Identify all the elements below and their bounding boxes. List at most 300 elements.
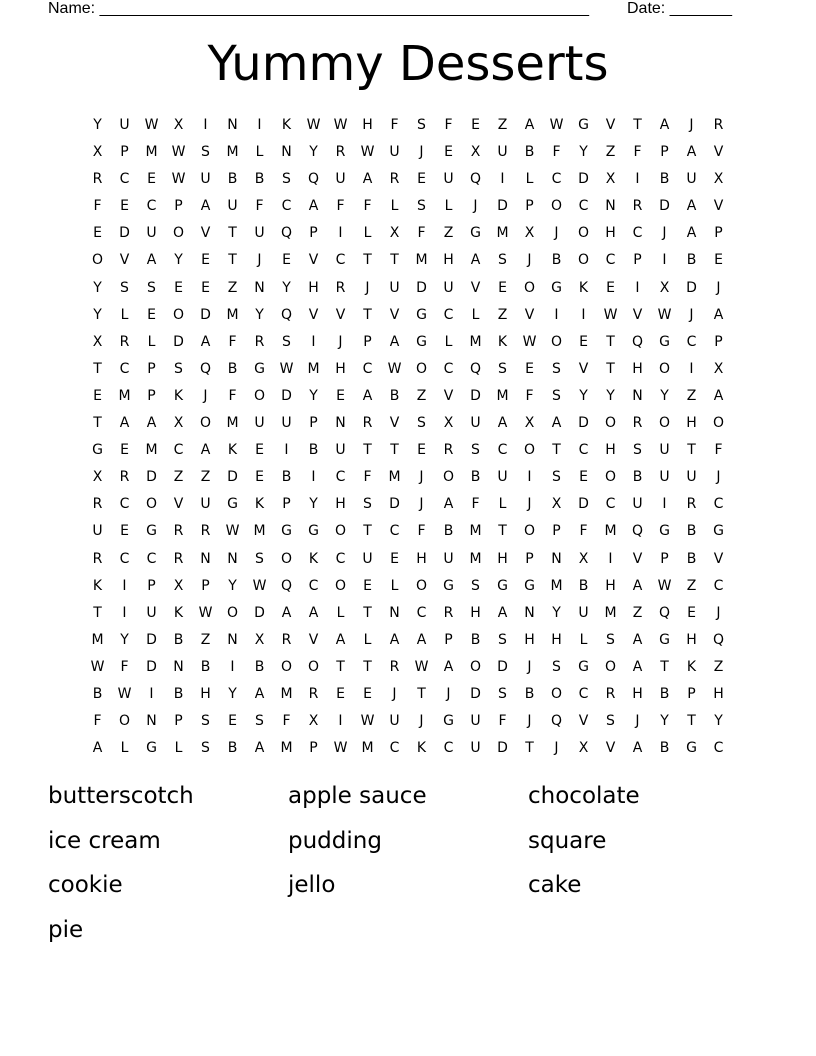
grid-letter: A: [497, 415, 508, 432]
grid-letter: A: [524, 117, 535, 133]
grid-letter: I: [608, 550, 613, 567]
grid-letter: B: [92, 685, 103, 702]
grid-letter: K: [578, 279, 589, 296]
grid-letter: J: [716, 469, 721, 486]
grid-letter: V: [578, 713, 589, 730]
grid-letter: T: [93, 604, 102, 621]
grid-letter: B: [524, 685, 535, 702]
grid-letter: K: [281, 117, 292, 133]
grid-letter: E: [147, 306, 156, 323]
grid-letter: U: [146, 225, 157, 242]
grid-letter: C: [173, 442, 184, 459]
grid-letter: O: [523, 279, 536, 296]
grid-letter: B: [443, 523, 454, 540]
grid-letter: G: [578, 117, 589, 133]
grid-letter: U: [632, 496, 643, 513]
grid-letter: T: [363, 658, 372, 675]
grid-letter: H: [605, 577, 616, 594]
grid-letter: J: [554, 740, 559, 757]
grid-letter: R: [335, 279, 346, 296]
grid-letter: M: [145, 442, 158, 459]
grid-letter: Y: [282, 279, 291, 296]
grid-letter: T: [363, 523, 372, 540]
grid-letter: I: [203, 117, 208, 133]
grid-letter: V: [389, 306, 400, 323]
grid-letter: A: [686, 144, 697, 161]
grid-letter: R: [443, 442, 454, 459]
grid-letter: J: [446, 685, 451, 702]
grid-letter: C: [416, 604, 427, 621]
grid-letter: J: [527, 713, 532, 730]
grid-letter: J: [635, 713, 640, 730]
grid-letter: C: [335, 469, 346, 486]
grid-letter: F: [525, 387, 534, 404]
grid-letter: M: [388, 469, 401, 486]
grid-letter: S: [120, 279, 129, 296]
grid-letter: X: [173, 577, 184, 594]
grid-letter: B: [281, 469, 292, 486]
grid-letter: U: [497, 469, 508, 486]
grid-letter: Y: [93, 306, 102, 323]
grid-letter: A: [308, 604, 319, 621]
grid-letter: Y: [579, 387, 588, 404]
grid-letter: V: [605, 117, 616, 133]
grid-letter: S: [552, 387, 561, 404]
grid-letter: W: [279, 360, 294, 377]
grid-letter: K: [254, 496, 265, 513]
grid-letter: V: [335, 306, 346, 323]
grid-letter: T: [606, 333, 615, 350]
grid-letter: T: [687, 713, 696, 730]
grid-letter: M: [280, 685, 293, 702]
grid-letter: M: [226, 415, 239, 432]
grid-letter: D: [254, 604, 265, 621]
grid-letter: J: [716, 279, 721, 296]
grid-letter: N: [605, 198, 616, 215]
grid-letter: Y: [255, 306, 264, 323]
grid-letter: J: [392, 685, 397, 702]
grid-letter: K: [497, 333, 508, 350]
grid-letter: G: [416, 333, 427, 350]
grid-letter: J: [338, 333, 343, 350]
grid-letter: L: [255, 144, 264, 161]
grid-letter: I: [149, 685, 154, 702]
grid-letter: A: [362, 387, 373, 404]
grid-row: [84, 518, 732, 545]
grid-letter: M: [361, 740, 374, 757]
grid-letter: W: [522, 333, 537, 350]
grid-letter: W: [603, 306, 618, 323]
grid-letter: E: [417, 171, 426, 188]
grid-letter: X: [524, 225, 535, 242]
grid-letter: S: [201, 144, 210, 161]
grid-letter: E: [120, 198, 129, 215]
grid-letter: D: [416, 279, 427, 296]
word-list-item: butterscotch: [48, 783, 194, 809]
grid-letter: Q: [631, 333, 644, 350]
grid-letter: T: [390, 252, 399, 269]
grid-letter: V: [713, 198, 724, 215]
grid-letter: I: [554, 306, 559, 323]
grid-letter: M: [469, 333, 482, 350]
grid-letter: H: [416, 550, 427, 567]
grid-letter: U: [254, 415, 265, 432]
grid-letter: G: [443, 713, 454, 730]
grid-letter: S: [147, 279, 156, 296]
grid-letter: D: [200, 306, 211, 323]
grid-letter: G: [551, 279, 562, 296]
grid-letter: C: [551, 171, 562, 188]
grid-letter: S: [255, 550, 264, 567]
grid-letter: O: [334, 577, 347, 594]
grid-letter: O: [604, 658, 617, 675]
grid-letter: H: [713, 685, 724, 702]
grid-letter: F: [714, 442, 723, 459]
grid-letter: L: [471, 306, 480, 323]
grid-letter: P: [282, 496, 291, 513]
grid-letter: S: [633, 442, 642, 459]
grid-letter: U: [659, 469, 670, 486]
grid-letter: A: [254, 685, 265, 702]
grid-letter: C: [578, 685, 589, 702]
grid-letter: D: [578, 496, 589, 513]
grid-letter: B: [659, 171, 670, 188]
grid-letter: G: [659, 523, 670, 540]
grid-letter: C: [686, 333, 697, 350]
grid-letter: N: [389, 604, 400, 621]
grid-letter: Z: [632, 604, 643, 621]
grid-letter: E: [579, 333, 588, 350]
grid-row: [84, 275, 732, 302]
grid-letter: N: [335, 415, 346, 432]
grid-letter: D: [146, 658, 157, 675]
grid-letter: C: [578, 442, 589, 459]
grid-letter: A: [119, 415, 130, 432]
grid-letter: D: [497, 658, 508, 675]
grid-letter: L: [525, 171, 534, 188]
grid-letter: G: [281, 523, 292, 540]
grid-letter: C: [362, 360, 373, 377]
grid-letter: K: [92, 577, 103, 594]
grid-letter: F: [498, 713, 507, 730]
grid-letter: Z: [227, 279, 238, 296]
grid-letter: O: [658, 415, 671, 432]
grid-letter: E: [471, 117, 480, 133]
grid-letter: A: [443, 496, 454, 513]
grid-letter: X: [443, 415, 454, 432]
grid-letter: M: [604, 523, 617, 540]
grid-letter: G: [92, 442, 103, 459]
grid-letter: D: [389, 496, 400, 513]
grid-letter: B: [173, 631, 184, 648]
grid-row: [84, 654, 732, 681]
grid-letter: U: [92, 523, 103, 540]
grid-letter: X: [389, 225, 400, 242]
grid-letter: V: [578, 360, 589, 377]
grid-letter: G: [713, 523, 724, 540]
grid-letter: R: [308, 685, 319, 702]
grid-letter: J: [527, 496, 532, 513]
grid-letter: E: [201, 279, 210, 296]
grid-letter: C: [335, 550, 346, 567]
grid-letter: Y: [309, 387, 318, 404]
grid-letter: U: [119, 117, 130, 133]
grid-letter: X: [92, 469, 103, 486]
grid-letter: A: [200, 198, 211, 215]
grid-letter: N: [254, 279, 265, 296]
grid-letter: Y: [660, 713, 669, 730]
grid-letter: U: [470, 713, 481, 730]
grid-letter: A: [713, 306, 724, 323]
grid-letter: Y: [309, 144, 318, 161]
grid-letter: U: [443, 279, 454, 296]
grid-letter: O: [469, 658, 482, 675]
grid-letter: D: [497, 740, 508, 757]
grid-letter: O: [550, 685, 563, 702]
grid-letter: C: [713, 496, 724, 513]
grid-letter: P: [147, 387, 156, 404]
grid-letter: F: [417, 523, 426, 540]
grid-letter: L: [147, 333, 156, 350]
grid-letter: Z: [443, 225, 454, 242]
grid-row: [84, 735, 732, 762]
grid-letter: Q: [199, 360, 212, 377]
grid-letter: N: [200, 550, 211, 567]
grid-letter: S: [498, 252, 507, 269]
grid-letter: G: [416, 306, 427, 323]
grid-letter: E: [363, 685, 372, 702]
grid-letter: C: [335, 252, 346, 269]
grid-letter: O: [91, 252, 104, 269]
grid-row: [84, 437, 732, 464]
grid-letter: H: [335, 496, 346, 513]
grid-letter: X: [713, 171, 724, 188]
grid-letter: E: [606, 279, 615, 296]
grid-letter: H: [497, 550, 508, 567]
grid-letter: Q: [550, 713, 563, 730]
grid-letter: L: [444, 198, 453, 215]
grid-letter: G: [686, 740, 697, 757]
grid-letter: I: [635, 279, 640, 296]
grid-letter: E: [498, 279, 507, 296]
grid-letter: E: [363, 577, 372, 594]
grid-letter: M: [604, 604, 617, 621]
grid-letter: L: [120, 306, 129, 323]
grid-letter: I: [338, 225, 343, 242]
grid-letter: S: [606, 631, 615, 648]
grid-letter: B: [578, 577, 589, 594]
grid-letter: W: [144, 117, 159, 133]
grid-letter: U: [335, 171, 346, 188]
grid-letter: C: [443, 306, 454, 323]
grid-letter: D: [578, 415, 589, 432]
grid-letter: F: [579, 523, 588, 540]
grid-letter: V: [308, 252, 319, 269]
grid-letter: Y: [552, 604, 561, 621]
grid-letter: Y: [660, 387, 669, 404]
grid-letter: T: [390, 442, 399, 459]
grid-letter: W: [171, 144, 186, 161]
grid-letter: P: [660, 144, 669, 161]
grid-letter: E: [255, 469, 264, 486]
grid-letter: J: [689, 306, 694, 323]
grid-letter: C: [119, 360, 130, 377]
grid-letter: W: [549, 117, 564, 133]
grid-letter: C: [605, 496, 616, 513]
grid-letter: S: [363, 496, 372, 513]
grid-row: [84, 247, 732, 274]
grid-letter: P: [174, 713, 183, 730]
grid-letter: R: [713, 117, 724, 133]
grid-letter: X: [308, 713, 319, 730]
grid-letter: H: [632, 360, 643, 377]
grid-letter: U: [470, 415, 481, 432]
grid-letter: Z: [686, 387, 697, 404]
grid-letter: W: [252, 577, 267, 594]
grid-letter: A: [470, 252, 481, 269]
grid-letter: E: [201, 252, 210, 269]
grid-letter: Q: [712, 631, 725, 648]
grid-letter: V: [308, 306, 319, 323]
grid-letter: V: [443, 387, 454, 404]
word-list-item: ice cream: [48, 827, 161, 854]
grid-letter: X: [92, 144, 103, 161]
grid-letter: M: [496, 225, 509, 242]
grid-letter: W: [198, 604, 213, 621]
grid-letter: J: [689, 117, 694, 133]
grid-letter: J: [527, 252, 532, 269]
grid-letter: A: [335, 631, 346, 648]
grid-letter: F: [93, 713, 102, 730]
grid-letter: O: [442, 469, 455, 486]
grid-letter: O: [118, 713, 131, 730]
grid-letter: O: [577, 225, 590, 242]
grid-letter: V: [173, 496, 184, 513]
grid-letter: L: [579, 631, 588, 648]
grid-letter: V: [632, 550, 643, 567]
grid-row: [84, 193, 732, 220]
grid-letter: T: [633, 117, 642, 133]
grid-letter: T: [687, 442, 696, 459]
grid-row: [84, 410, 732, 437]
grid-letter: M: [496, 387, 509, 404]
grid-letter: F: [282, 713, 291, 730]
grid-letter: B: [659, 740, 670, 757]
grid-letter: A: [281, 604, 292, 621]
grid-letter: H: [551, 631, 562, 648]
grid-letter: J: [419, 496, 424, 513]
grid-letter: C: [389, 740, 400, 757]
grid-letter: B: [470, 631, 481, 648]
grid-row: [84, 139, 732, 166]
grid-letter: I: [257, 117, 262, 133]
grid-letter: C: [713, 577, 724, 594]
grid-letter: F: [471, 496, 480, 513]
grid-letter: E: [417, 442, 426, 459]
grid-letter: D: [686, 279, 697, 296]
grid-letter: L: [498, 496, 507, 513]
grid-letter: H: [686, 415, 697, 432]
grid-letter: O: [577, 252, 590, 269]
grid-row: [84, 112, 732, 139]
grid-letter: M: [280, 740, 293, 757]
grid-letter: T: [660, 658, 669, 675]
grid-letter: K: [308, 550, 319, 567]
grid-letter: A: [497, 604, 508, 621]
grid-letter: N: [227, 550, 238, 567]
grid-letter: T: [93, 360, 102, 377]
grid-row: [84, 573, 732, 600]
grid-letter: S: [498, 631, 507, 648]
grid-letter: M: [550, 577, 563, 594]
grid-letter: R: [632, 198, 643, 215]
grid-letter: U: [389, 279, 400, 296]
grid-letter: B: [200, 658, 211, 675]
grid-letter: D: [281, 387, 292, 404]
grid-letter: Y: [228, 685, 237, 702]
grid-letter: A: [686, 225, 697, 242]
grid-letter: C: [146, 550, 157, 567]
grid-letter: D: [173, 333, 184, 350]
grid-letter: E: [390, 550, 399, 567]
grid-letter: A: [632, 658, 643, 675]
grid-letter: B: [389, 387, 400, 404]
grid-letter: P: [363, 333, 372, 350]
grid-letter: R: [92, 550, 103, 567]
name-field-line: Name: _______________________________________________________: [48, 0, 589, 17]
grid-letter: I: [122, 577, 127, 594]
grid-letter: T: [93, 415, 102, 432]
grid-letter: P: [147, 577, 156, 594]
grid-letter: G: [146, 523, 157, 540]
grid-letter: U: [686, 469, 697, 486]
grid-letter: G: [659, 333, 670, 350]
grid-letter: S: [255, 713, 264, 730]
grid-letter: R: [389, 658, 400, 675]
grid-letter: J: [257, 252, 262, 269]
word-list-item: jello: [288, 872, 336, 898]
grid-letter: C: [443, 360, 454, 377]
grid-letter: B: [551, 252, 562, 269]
word-list-item: cookie: [48, 872, 123, 898]
grid-letter: Z: [686, 577, 697, 594]
grid-letter: T: [363, 306, 372, 323]
grid-letter: T: [363, 252, 372, 269]
grid-letter: T: [228, 225, 237, 242]
grid-letter: T: [417, 685, 426, 702]
grid-letter: U: [362, 550, 373, 567]
grid-letter: O: [550, 198, 563, 215]
grid-letter: Y: [714, 713, 723, 730]
grid-letter: M: [118, 387, 131, 404]
grid-letter: E: [174, 279, 183, 296]
grid-letter: D: [659, 198, 670, 215]
grid-letter: X: [578, 740, 589, 757]
grid-letter: C: [308, 577, 319, 594]
grid-letter: K: [227, 442, 238, 459]
grid-letter: M: [226, 306, 239, 323]
grid-letter: P: [525, 198, 534, 215]
grid-letter: O: [172, 306, 185, 323]
grid-letter: L: [336, 604, 345, 621]
grid-letter: Q: [658, 604, 671, 621]
grid-letter: E: [93, 225, 102, 242]
grid-letter: I: [662, 496, 667, 513]
grid-letter: X: [524, 415, 535, 432]
grid-letter: H: [362, 117, 373, 133]
grid-letter: W: [657, 577, 672, 594]
grid-letter: G: [659, 631, 670, 648]
